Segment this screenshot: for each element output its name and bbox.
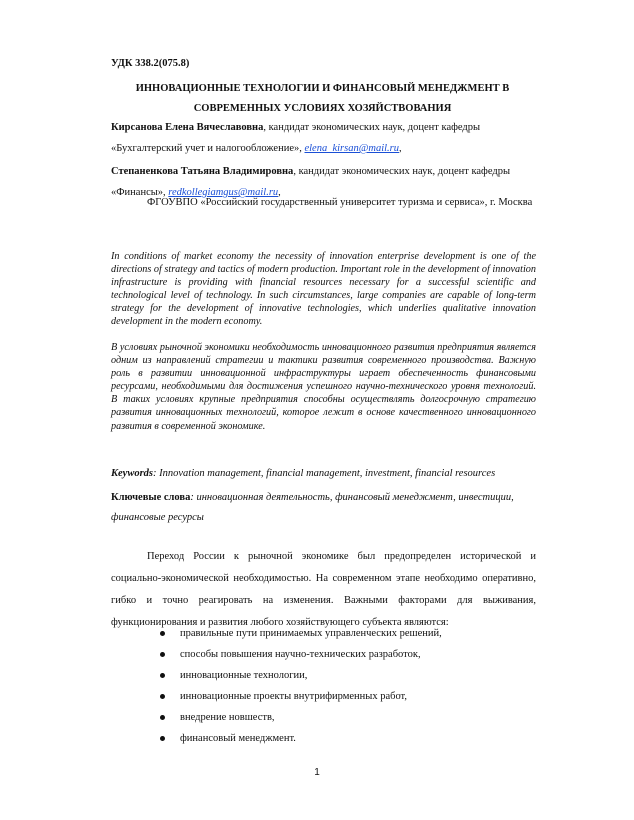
author-1 (111, 117, 536, 159)
body-section (111, 546, 536, 634)
title-line-1: ИННОВАЦИОННЫЕ ТЕХНОЛОГИИ И ФИНАНСОВЫЙ МЕНЕДЖМЕНТ В (135, 83, 510, 94)
list-item: внедрение новшеств, (160, 707, 442, 728)
udk-code: УДК 338.2(075.8) (111, 58, 190, 69)
list-item: инновационные технологии, (160, 665, 442, 686)
author-email-link[interactable]: elena_kirsan@mail.ru (304, 143, 400, 154)
list-item: инновационные проекты внутрифирменных работ, (160, 686, 442, 707)
author-name: Степаненкова Татьяна Владимировна (111, 166, 294, 177)
organization: ФГОУВПО «Российский государственный университет туризма и сервиса», г. Москва (147, 197, 533, 208)
list-item: финансовый менеджмент. (160, 728, 442, 749)
author-email-link[interactable]: redkollegiamgus@mail.ru (168, 187, 279, 198)
keywords-text: : Innovation management, financial management, investment, financial resources (153, 468, 496, 479)
body-paragraph: Переход России к рыночной экономике был предопределен исторической и социально-экономической необходимостью. На современном этапе необходимо оперативно, гибко и точно реагировать на изменения. Важными факторами для выживания, функционирования и развития любого хозяйствующего субъекта являются: (111, 551, 536, 628)
page-number: 1 (314, 767, 320, 778)
factors-list (160, 623, 442, 749)
author-position: , кандидат экономических наук, доцент кафедры «Финансы», (111, 166, 511, 198)
list-item: правильные пути принимаемых управленческих решений, (160, 623, 442, 644)
author-name: Кирсанова Елена Вячеславовна (111, 122, 264, 133)
keywords-english (111, 464, 536, 484)
abstract-english: In conditions of market economy the necessity of innovation enterprise development is one of the directions of strategy and tactics of modern production. Important role in the development of innovation infrastructure is providing with financial resources necessary for a successful scientific and technological level of technology. In such circumstances, large companies are capable of long-term strategy for the development of innovative technologies, which underlies qualitative innovation development in the modern economy. (111, 251, 536, 328)
keywords-russian (111, 488, 536, 528)
author-tail: , (278, 187, 281, 198)
title-line-2: СОВРЕМЕННЫХ УСЛОВИЯХ ХОЗЯЙСТВОВАНИЯ (193, 103, 452, 114)
author-position: , кандидат экономических наук, доцент кафедры «Бухгалтерский учет и налогообложение», (111, 122, 481, 154)
list-item: способы повышения научно-технических разработок, (160, 644, 442, 665)
keywords-label: Keywords (111, 468, 153, 479)
keywords-label: Ключевые слова (111, 492, 191, 503)
keywords-text: : инновационная деятельность, финансовый менеджмент, инвестиции, финансовые ресурсы (111, 492, 514, 523)
article-title (110, 79, 535, 119)
abstract-russian: В условиях рыночной экономики необходимость инновационного развития предприятия является одним из направлений стратегии и тактики развития современного производства. Важную роль в развитии инновационной инфраструктуры играет обеспеченность финансовыми ресурсами, необходимыми для достижения успешного научно-технического уровня технологий. В таких условиях крупные предприятия способны осуществлять долгосрочную стратегию развития инновационных технологий, которое лежит в основе качественного инновационного развития в современной экономике. (111, 342, 536, 432)
author-tail: , (399, 143, 402, 154)
